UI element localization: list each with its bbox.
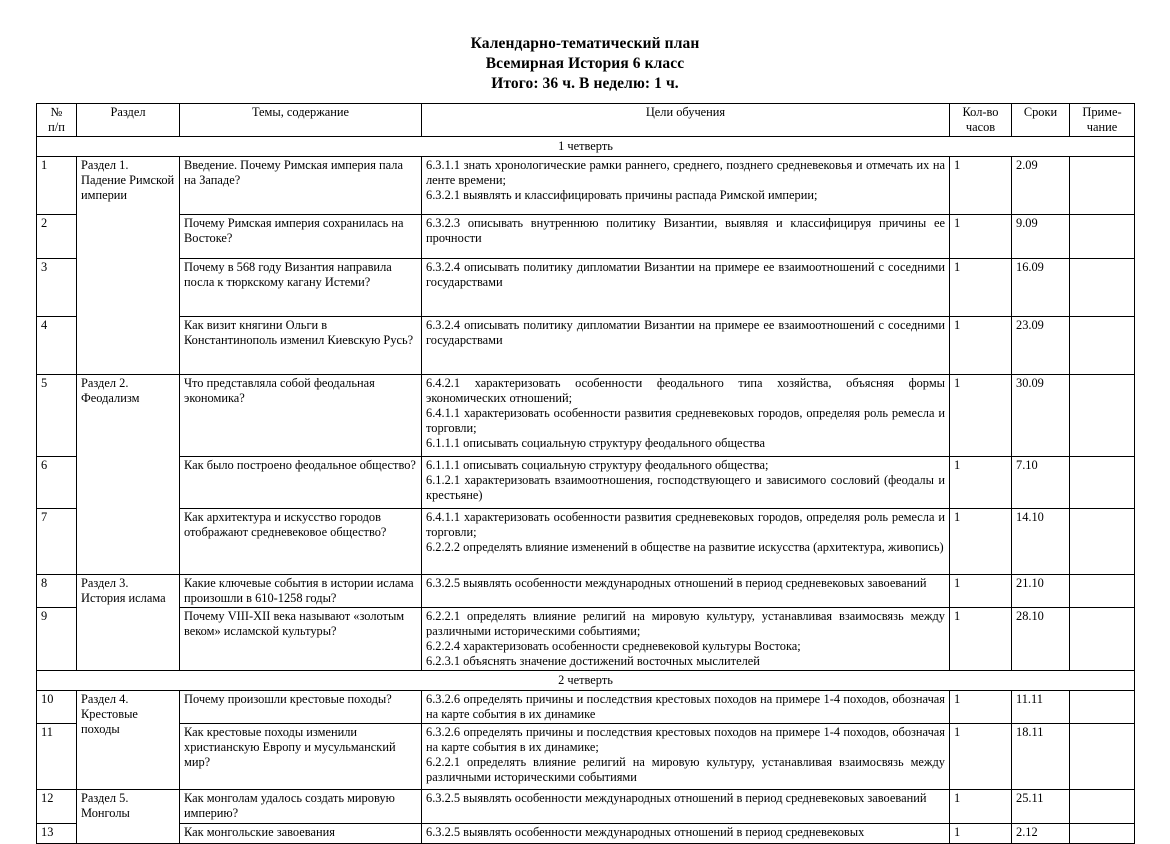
row-goals — [422, 790, 950, 824]
goal-item: 6.4.2.1 характеризовать особенности феодального типа хозяйства, объясняя формы экономических отношений; — [426, 376, 945, 405]
calendar-thematic-plan-table — [36, 103, 1135, 844]
row-date: 9.09 — [1012, 215, 1070, 259]
row-note — [1070, 457, 1135, 509]
goal-item: 6.2.2.4 характеризовать особенности средневековой культуры Востока; — [426, 639, 801, 653]
quarter-separator-2-label: 2 четверть — [37, 671, 1135, 691]
row-date: 2.09 — [1012, 157, 1070, 215]
row-section: Раздел 5. Монголы — [77, 790, 180, 844]
table-row — [37, 790, 1135, 824]
row-theme: Почему VIII-XII века называют «золотым веком» исламской культуры? — [180, 608, 422, 671]
goal-item: 6.2.2.1 определять влияние религий на мировую культуру, устанавливая взаимосвязь между различными историческими событиями; — [426, 609, 945, 638]
goal-item: 6.1.1.1 описывать социальную структуру феодального общества — [426, 436, 765, 450]
col-header-note — [1070, 104, 1135, 137]
row-date: 2.12 — [1012, 824, 1070, 844]
goal-item: 6.3.2.1 выявлять и классифицировать причины распада Римской империи; — [426, 188, 818, 202]
row-hours: 1 — [950, 457, 1012, 509]
row-number: 4 — [37, 317, 77, 375]
row-hours: 1 — [950, 317, 1012, 375]
quarter-separator-2 — [37, 671, 1135, 691]
goal-item: 6.3.2.5 выявлять особенности международных отношений в период средневековых завоеваний — [426, 576, 927, 590]
goal-item: 6.3.2.5 выявлять особенности международных отношений в период средневековых — [426, 825, 865, 839]
row-hours: 1 — [950, 608, 1012, 671]
goal-item: 6.3.1.1 знать хронологические рамки раннего, среднего, позднего средневековья и отмечать их на ленте времени; — [426, 158, 945, 187]
goal-item: 6.3.2.4 описывать политику дипломатии Византии на примере ее взаимоотношений с соседними государствами — [426, 318, 945, 347]
row-date: 7.10 — [1012, 457, 1070, 509]
table-row — [37, 724, 1135, 790]
goal-item: 6.3.2.4 описывать политику дипломатии Византии на примере ее взаимоотношений с соседними государствами — [426, 260, 945, 289]
goal-item: 6.1.2.1 характеризовать взаимоотношения, господствующего и зависимого сословий (феодалы и крестьяне) — [426, 473, 945, 502]
goal-item: 6.3.2.6 определять причины и последствия крестовых походов на примере 1-4 походов, обозначая на карте события в их динамике — [426, 692, 945, 721]
col-header-note-line1: Приме- — [1082, 105, 1122, 119]
col-header-note-line2: чание — [1086, 120, 1118, 134]
col-header-number-line1: № — [50, 105, 63, 119]
row-number: 1 — [37, 157, 77, 215]
quarter-separator-1 — [37, 137, 1135, 157]
row-note — [1070, 317, 1135, 375]
row-theme: Какие ключевые события в истории ислама произошли в 610-1258 годы? — [180, 575, 422, 608]
row-date: 23.09 — [1012, 317, 1070, 375]
document-title-block — [0, 0, 1170, 94]
quarter-separator-1-label: 1 четверть — [37, 137, 1135, 157]
row-number: 3 — [37, 259, 77, 317]
row-note — [1070, 509, 1135, 575]
row-goals — [422, 724, 950, 790]
col-header-dates: Сроки — [1012, 104, 1070, 137]
table-row — [37, 608, 1135, 671]
row-goals — [422, 457, 950, 509]
col-header-number — [37, 104, 77, 137]
row-number: 9 — [37, 608, 77, 671]
row-note — [1070, 375, 1135, 457]
row-note — [1070, 691, 1135, 724]
row-goals — [422, 575, 950, 608]
row-number: 12 — [37, 790, 77, 824]
row-number: 8 — [37, 575, 77, 608]
row-goals — [422, 509, 950, 575]
row-theme: Как было построено феодальное общество? — [180, 457, 422, 509]
row-number: 7 — [37, 509, 77, 575]
table-body — [37, 137, 1135, 844]
table-row — [37, 317, 1135, 375]
row-number: 10 — [37, 691, 77, 724]
col-header-hours-line2: часов — [965, 120, 996, 134]
row-theme: Как крестовые походы изменили христианскую Европу и мусульманский мир? — [180, 724, 422, 790]
row-theme: Почему в 568 году Византия направила посла к тюркскому кагану Истеми? — [180, 259, 422, 317]
row-note — [1070, 724, 1135, 790]
row-hours: 1 — [950, 790, 1012, 824]
goal-item: 6.2.3.1 объяснять значение достижений восточных мыслителей — [426, 654, 760, 668]
row-section: Раздел 2. Феодализм — [77, 375, 180, 575]
row-goals — [422, 157, 950, 215]
goal-item: 6.3.2.6 определять причины и последствия крестовых походов на примере 1-4 походов, обозначая на карте события в их динамике; — [426, 725, 945, 754]
row-note — [1070, 790, 1135, 824]
row-date: 16.09 — [1012, 259, 1070, 317]
row-hours: 1 — [950, 509, 1012, 575]
row-theme: Почему произошли крестовые походы? — [180, 691, 422, 724]
row-number: 2 — [37, 215, 77, 259]
col-header-hours — [950, 104, 1012, 137]
col-header-theme: Темы, содержание — [180, 104, 422, 137]
row-hours: 1 — [950, 375, 1012, 457]
row-note — [1070, 575, 1135, 608]
row-note — [1070, 608, 1135, 671]
table-header — [37, 104, 1135, 137]
row-date: 18.11 — [1012, 724, 1070, 790]
goal-item: 6.3.2.3 описывать внутреннюю политику Византии, выявляя и классифицируя причины ее прочности — [426, 216, 945, 245]
row-hours: 1 — [950, 691, 1012, 724]
row-goals — [422, 317, 950, 375]
row-number: 5 — [37, 375, 77, 457]
row-number: 11 — [37, 724, 77, 790]
col-header-goals: Цели обучения — [422, 104, 950, 137]
row-hours: 1 — [950, 215, 1012, 259]
row-section: Раздел 3. История ислама — [77, 575, 180, 671]
row-number: 6 — [37, 457, 77, 509]
row-theme: Как визит княгини Ольги в Константинополь изменил Киевскую Русь? — [180, 317, 422, 375]
table-row — [37, 215, 1135, 259]
table-row — [37, 375, 1135, 457]
row-goals — [422, 215, 950, 259]
page-title-line-1: Календарно-тематический план — [470, 35, 700, 52]
row-hours: 1 — [950, 575, 1012, 608]
row-date: 11.11 — [1012, 691, 1070, 724]
table-row — [37, 157, 1135, 215]
row-date: 21.10 — [1012, 575, 1070, 608]
goal-item: 6.4.1.1 характеризовать особенности развития средневековых городов, определяя роль ремесла и торговли; — [426, 406, 945, 435]
row-section: Раздел 1. Падение Римской империи — [77, 157, 180, 375]
row-hours: 1 — [950, 824, 1012, 844]
row-goals — [422, 259, 950, 317]
goal-item: 6.1.1.1 описывать социальную структуру феодального общества; — [426, 458, 769, 472]
goal-item: 6.2.2.2 определять влияние изменений в обществе на развитие искусства (архитектура, живопись) — [426, 540, 944, 554]
table-row — [37, 691, 1135, 724]
col-header-section: Раздел — [77, 104, 180, 137]
table-row — [37, 575, 1135, 608]
row-date: 28.10 — [1012, 608, 1070, 671]
row-date: 30.09 — [1012, 375, 1070, 457]
row-section: Раздел 4. Крестовые походы — [77, 691, 180, 790]
row-hours: 1 — [950, 724, 1012, 790]
col-header-number-line2: п/п — [48, 120, 65, 134]
row-goals — [422, 691, 950, 724]
goal-item: 6.4.1.1 характеризовать особенности развития средневековых городов, определяя роль ремесла и торговли; — [426, 510, 945, 539]
page-title-line-3: Итого: 36 ч. В неделю: 1 ч. — [491, 75, 679, 92]
row-goals — [422, 608, 950, 671]
row-theme: Почему Римская империя сохранилась на Востоке? — [180, 215, 422, 259]
row-note — [1070, 157, 1135, 215]
row-goals — [422, 375, 950, 457]
row-note — [1070, 259, 1135, 317]
row-note — [1070, 215, 1135, 259]
row-theme: Как архитектура и искусство городов отображают средневековое общество? — [180, 509, 422, 575]
row-theme: Что представляла собой феодальная экономика? — [180, 375, 422, 457]
row-theme: Как монголам удалось создать мировую империю? — [180, 790, 422, 824]
goal-item: 6.3.2.5 выявлять особенности международных отношений в период средневековых завоеваний — [426, 791, 927, 805]
goal-item: 6.2.2.1 определять влияние религий на мировую культуру, устанавливая взаимосвязь между различными историческими событиями — [426, 755, 945, 784]
col-header-hours-line1: Кол-во — [962, 105, 999, 119]
row-theme: Введение. Почему Римская империя пала на Западе? — [180, 157, 422, 215]
table-row — [37, 509, 1135, 575]
row-date: 14.10 — [1012, 509, 1070, 575]
row-hours: 1 — [950, 157, 1012, 215]
row-theme: Как монгольские завоевания — [180, 824, 422, 844]
page-title-line-2: Всемирная История 6 класс — [485, 55, 685, 72]
table-row — [37, 259, 1135, 317]
table-header-row — [37, 104, 1135, 137]
table-row — [37, 457, 1135, 509]
row-date: 25.11 — [1012, 790, 1070, 824]
row-hours: 1 — [950, 259, 1012, 317]
row-number: 13 — [37, 824, 77, 844]
